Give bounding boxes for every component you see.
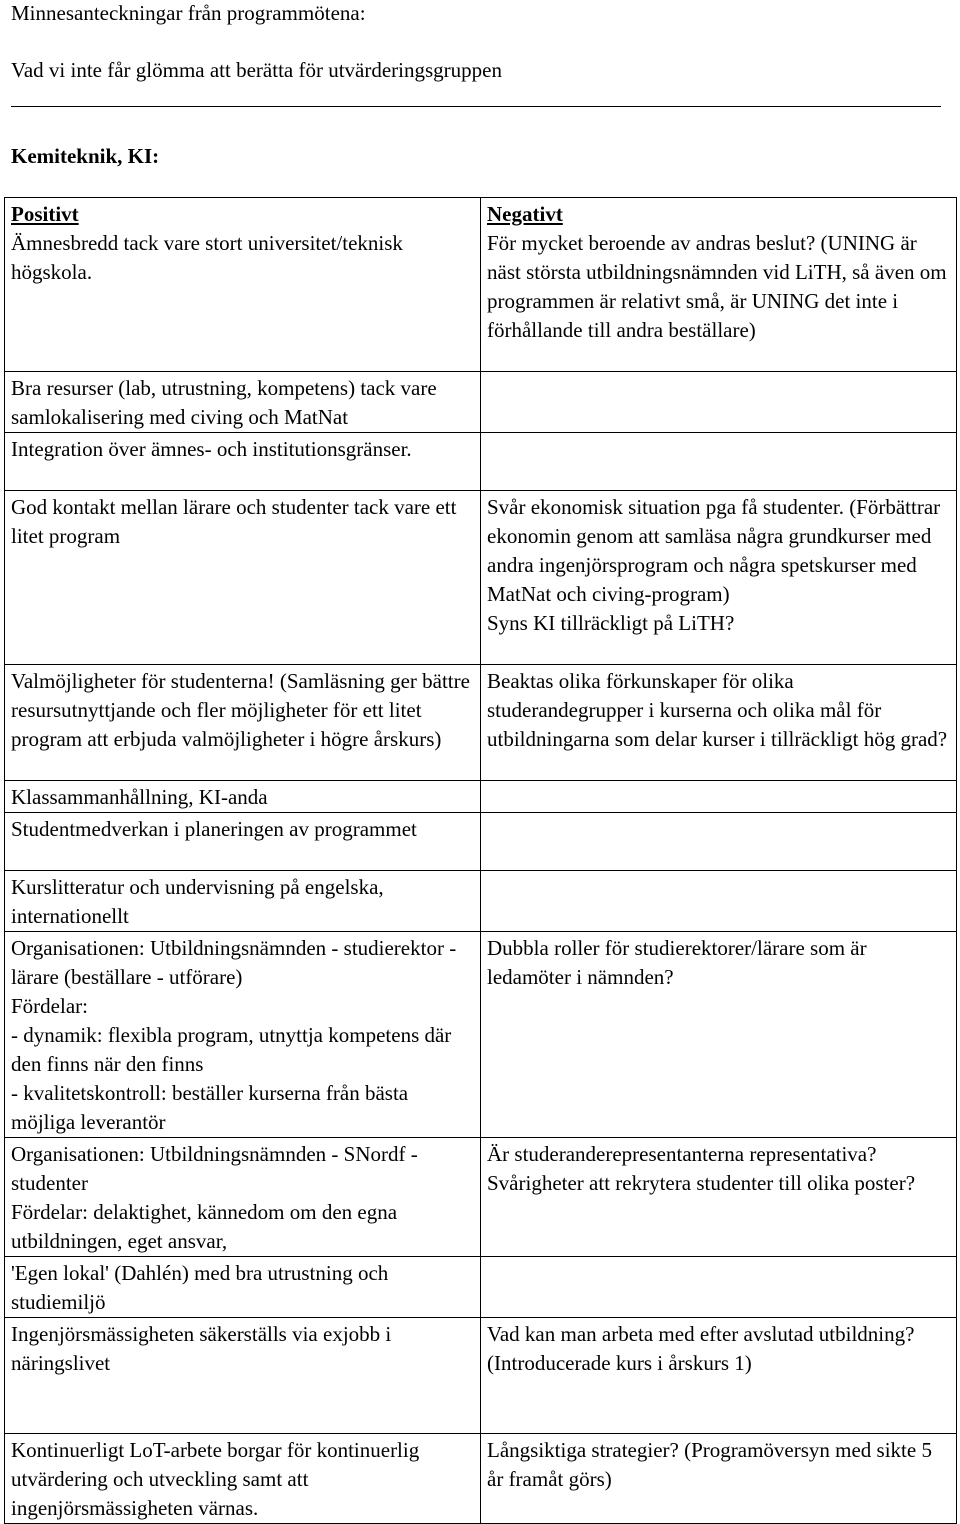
positive-column-cell: [5, 1257, 481, 1318]
table-row: [5, 665, 957, 781]
negative-column-cell: [481, 781, 957, 813]
cell-text: - kvalitetskontroll: beställer kurserna från bästa möjliga leverantör: [11, 1081, 409, 1134]
positive-column-cell: [5, 1138, 481, 1257]
positive-column-cell: [5, 813, 481, 871]
positive-column-cell: [5, 665, 481, 781]
cell-text: Ämnesbredd tack vare stort universitet/teknisk högskola.: [11, 231, 403, 284]
cell-text: Organisationen: Utbildningsnämnden - SNordf - studenter: [11, 1142, 418, 1195]
table-row: [5, 813, 957, 871]
cell-text: Integration över ämnes- och institutionsgränser.: [11, 437, 412, 461]
cell-text: Ingenjörsmässigheten säkerställs via exjobb i näringslivet: [11, 1322, 392, 1375]
negative-column-header: Negativt: [487, 202, 563, 226]
negative-column-cell: [481, 491, 957, 665]
comparison-table: [4, 197, 957, 1524]
cell-text: Beaktas olika förkunskaper för olika studerandegrupper i kurserna och olika mål för utbildningarna som delar kurser i tillräckligt hög grad?: [487, 669, 948, 751]
cell-text: För mycket beroende av andras beslut? (UNING är näst största utbildningsnämnden vid LiTH, så även om programmen är relativt små, är UNING det inte i förhållande till andra beställare): [487, 231, 947, 342]
negative-column-cell: [481, 1138, 957, 1257]
positive-column-cell: [5, 1318, 481, 1434]
table-row: [5, 1318, 957, 1434]
table-row: [5, 491, 957, 665]
positive-column-cell: [5, 491, 481, 665]
positive-column-cell: [5, 871, 481, 932]
table-row: [5, 781, 957, 813]
negative-column-cell: [481, 433, 957, 491]
cell-text: Klassammanhållning, KI-anda: [11, 785, 268, 809]
negative-column-cell: [481, 1434, 957, 1524]
cell-text: Valmöjligheter för studenterna! (Samläsning ger bättre resursutnyttjande och fler möjligheter för ett litet program att erbjuda valmöjligheter i högre årskurs): [11, 669, 470, 751]
table-row: [5, 1257, 957, 1318]
divider-line: [11, 106, 941, 107]
table-row: [5, 871, 957, 932]
positive-column-cell: [5, 372, 481, 433]
negative-column-cell: [481, 665, 957, 781]
negative-column-cell: [481, 372, 957, 433]
negative-column-cell: [481, 871, 957, 932]
cell-text: - dynamik: flexibla program, utnyttja kompetens där den finns när den finns: [11, 1023, 452, 1076]
table-row: [5, 198, 957, 372]
positive-column-cell: [5, 198, 481, 372]
cell-text: Studentmedverkan i planeringen av programmet: [11, 817, 417, 841]
positive-column-cell: [5, 1434, 481, 1524]
table-row: [5, 433, 957, 491]
cell-text: Organisationen: Utbildningsnämnden - studierektor - lärare (beställare - utförare): [11, 936, 457, 989]
section-heading: Kemiteknik, KI:: [11, 144, 160, 168]
positive-column-cell: [5, 932, 481, 1138]
positive-column-header: Positivt: [11, 202, 79, 226]
page-subtitle: Vad vi inte får glömma att berätta för utvärderingsgruppen: [11, 58, 502, 82]
negative-column-cell: [481, 1257, 957, 1318]
cell-text: Fördelar: delaktighet, kännedom om den egna utbildningen, eget ansvar,: [11, 1200, 398, 1253]
negative-column-cell: [481, 813, 957, 871]
negative-column-cell: [481, 932, 957, 1138]
negative-column-cell: [481, 1318, 957, 1434]
cell-text: Syns KI tillräckligt på LiTH?: [487, 611, 735, 635]
positive-column-cell: [5, 433, 481, 491]
table-row: [5, 1434, 957, 1524]
cell-text: Dubbla roller för studierektorer/lärare som är ledamöter i nämnden?: [487, 936, 867, 989]
cell-text: Kontinuerligt LoT-arbete borgar för kontinuerlig utvärdering och utveckling samt att ingenjörsmässigheten värnas.: [11, 1438, 420, 1520]
table-row: [5, 932, 957, 1138]
cell-text: God kontakt mellan lärare och studenter tack vare ett litet program: [11, 495, 457, 548]
cell-text: Är studeranderepresentanterna representativa? Svårigheter att rekrytera studenter till olika poster?: [487, 1142, 916, 1195]
table-row: [5, 1138, 957, 1257]
negative-column-cell: [481, 198, 957, 372]
cell-text: 'Egen lokal' (Dahlén) med bra utrustning och studiemiljö: [11, 1261, 389, 1314]
cell-text: Fördelar:: [11, 994, 88, 1018]
page-title: Minnesanteckningar från programmötena:: [11, 1, 366, 25]
cell-text: Kurslitteratur och undervisning på engelska, internationellt: [11, 875, 384, 928]
positive-column-cell: [5, 781, 481, 813]
cell-text: Svår ekonomisk situation pga få studenter. (Förbättrar ekonomin genom att samläsa några grundkurser med andra ingenjörsprogram och några spetskurser med MatNat och civing-program): [487, 495, 941, 606]
cell-text: Bra resurser (lab, utrustning, kompetens) tack vare samlokalisering med civing och MatNat: [11, 376, 437, 429]
table-row: [5, 372, 957, 433]
cell-text: Långsiktiga strategier? (Programöversyn med sikte 5 år framåt görs): [487, 1438, 932, 1491]
cell-text: Vad kan man arbeta med efter avslutad utbildning? (Introducerade kurs i årskurs 1): [487, 1322, 915, 1375]
